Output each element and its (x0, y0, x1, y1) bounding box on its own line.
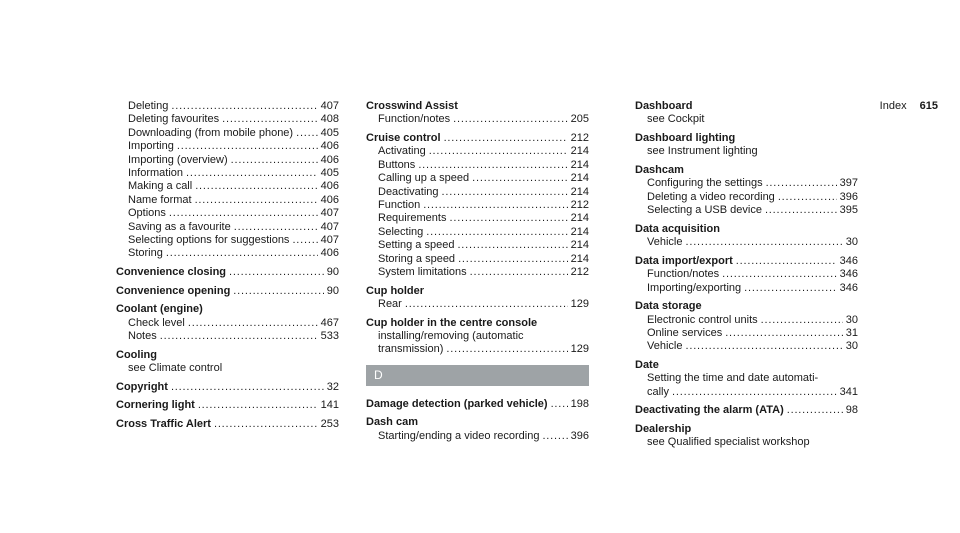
subentry-text: Setting the time and date automati- (647, 372, 819, 385)
index-subentry (635, 436, 858, 449)
leader-dots (429, 145, 568, 158)
index-heading (635, 164, 858, 177)
leader-dots (234, 221, 318, 234)
page-ref: 214 (570, 185, 589, 198)
subentry-text: Vehicle (647, 236, 683, 249)
index-subentry (366, 239, 589, 252)
index-heading-text: Dashboard (635, 100, 693, 112)
index-heading (116, 349, 339, 362)
subentry-text: see Instrument lighting (647, 145, 758, 158)
leader-dots (551, 398, 568, 411)
leader-dots (449, 212, 567, 225)
index-subentry (116, 362, 339, 375)
leader-dots (470, 266, 568, 279)
index-subentry (116, 330, 339, 343)
index-subentry (366, 145, 589, 158)
index-heading-text: Data storage (635, 300, 702, 313)
page-ref: 212 (570, 266, 589, 279)
page-ref: 198 (570, 397, 589, 410)
index-heading (366, 416, 589, 429)
index-heading (635, 132, 858, 145)
subentry-text: Calling up a speed (378, 172, 470, 185)
index-heading-text: Crosswind Assist (366, 100, 458, 112)
index-entry (116, 381, 339, 394)
subentry-text: Storing (128, 247, 163, 260)
index-subentry (635, 314, 858, 327)
index-subentry (366, 266, 589, 279)
index-heading-text: Data acquisition (635, 222, 720, 235)
index-subentry (366, 172, 589, 185)
page-ref: 98 (845, 404, 858, 417)
index-heading-text: Data import/export (635, 254, 733, 267)
index-entry (635, 223, 858, 250)
index-heading (366, 285, 589, 298)
index-subentry (116, 100, 339, 113)
page-ref: 214 (570, 172, 589, 185)
leader-dots (222, 113, 318, 126)
leader-dots (685, 236, 842, 249)
leader-dots (186, 167, 318, 180)
index-subentry (366, 343, 589, 356)
page-ref: 533 (320, 330, 339, 343)
page-ref: 408 (320, 113, 339, 126)
leader-dots (458, 253, 568, 266)
index-subentry (116, 154, 339, 167)
leader-dots (292, 234, 317, 247)
index-heading-text: Copyright (116, 380, 168, 393)
leader-dots (453, 113, 567, 126)
index-subentry (116, 140, 339, 153)
index-entry (366, 416, 589, 443)
index-heading-text: Cruise control (366, 132, 441, 144)
index-subentry (635, 282, 858, 295)
index-entry (635, 359, 858, 399)
page-ref: 406 (320, 193, 339, 206)
index-subentry (366, 330, 589, 343)
index-heading (116, 381, 339, 394)
index-subentry (366, 159, 589, 172)
index-subentry (635, 204, 858, 217)
index-heading-text: Cornering light (116, 399, 195, 412)
page-ref: 346 (839, 281, 858, 294)
index-subentry (635, 386, 858, 399)
index-heading-text: Date (635, 359, 659, 372)
index-subentry (366, 212, 589, 225)
leader-dots (778, 191, 837, 204)
leader-dots (685, 340, 842, 353)
subentry-text: Making a call (128, 180, 193, 193)
leader-dots (457, 239, 567, 252)
leader-dots (722, 268, 836, 281)
index-heading (635, 359, 858, 372)
page-ref: 346 (839, 268, 858, 281)
leader-dots (744, 282, 836, 295)
subentry-text: Function/notes (378, 113, 451, 126)
index-heading (366, 100, 589, 113)
index-heading-text: Convenience closing (116, 266, 227, 279)
index-subentry (116, 221, 339, 234)
index-entry (116, 266, 339, 279)
index-column-2 (366, 100, 589, 448)
page-ref: 405 (320, 167, 339, 180)
index-entry (635, 255, 858, 295)
subentry-text: Downloading (from mobile phone) (128, 126, 294, 139)
page-ref: 214 (570, 212, 589, 225)
subentry-text: Options (128, 207, 166, 220)
subentry-text: Requirements (378, 212, 447, 225)
subentry-text: Starting/ending a video recording (378, 429, 540, 442)
index-heading (635, 300, 858, 313)
index-heading (116, 399, 339, 412)
index-subentry (116, 113, 339, 126)
subentry-text: Vehicle (647, 340, 683, 353)
index-entry (116, 285, 339, 298)
page-ref: 31 (845, 327, 858, 340)
index-heading (116, 285, 339, 298)
index-heading (366, 132, 589, 145)
subentry-text: Selecting a USB device (647, 204, 762, 217)
page-ref: 407 (320, 207, 339, 220)
index-heading-text: Cross Traffic Alert (116, 417, 211, 430)
page-ref: 141 (320, 399, 339, 412)
index-subentry (116, 247, 339, 260)
page-ref: 406 (320, 180, 339, 193)
page-ref: 214 (570, 145, 589, 158)
subentry-text: Check level (128, 316, 185, 329)
index-subentry (366, 226, 589, 239)
index-heading-text: Deactivating the alarm (ATA) (635, 404, 784, 417)
leader-dots (472, 172, 568, 185)
index-heading (635, 423, 858, 436)
page-ref: 212 (570, 199, 589, 212)
page-ref: 30 (845, 236, 858, 249)
page-ref: 406 (320, 153, 339, 166)
index-subentry (116, 180, 339, 193)
subentry-text: Rear (378, 298, 402, 311)
index-subentry (366, 298, 589, 311)
leader-dots (426, 226, 567, 239)
index-subentry (116, 127, 339, 140)
leader-dots (405, 298, 568, 311)
index-subentry (366, 113, 589, 126)
index-heading (635, 255, 858, 268)
leader-dots (171, 100, 317, 113)
index-heading (366, 317, 589, 330)
index-subentry (116, 167, 339, 180)
leader-dots (171, 381, 324, 394)
subentry-text: Deleting (128, 100, 169, 112)
index-subentry (635, 372, 858, 385)
leader-dots (177, 140, 318, 153)
page-ref: 129 (570, 298, 589, 311)
leader-dots (296, 127, 318, 140)
section-letter: D (366, 365, 589, 386)
leader-dots (198, 399, 318, 412)
leader-dots (188, 317, 318, 330)
index-entry (366, 100, 589, 127)
index-entry (116, 399, 339, 412)
page-ref: 214 (570, 225, 589, 238)
index-subentry (635, 113, 858, 126)
page-ref: 30 (845, 313, 858, 326)
page-ref: 214 (570, 239, 589, 252)
leader-dots (195, 180, 317, 193)
leader-dots (446, 343, 567, 356)
index-entry (635, 404, 858, 417)
index-entry (635, 300, 858, 354)
index-entry (635, 423, 858, 450)
index-entry (366, 317, 589, 357)
leader-dots (229, 266, 324, 279)
page-ref: 205 (570, 113, 589, 126)
subentry-text: Importing/exporting (647, 281, 742, 294)
index-heading (116, 266, 339, 279)
leader-dots (736, 255, 837, 268)
leader-dots (166, 247, 318, 260)
leader-dots (418, 159, 567, 172)
index-entry (635, 164, 858, 218)
index-subentry (116, 194, 339, 207)
page-ref: 407 (320, 234, 339, 247)
index-column-3 (635, 100, 858, 455)
index-subentry (116, 317, 339, 330)
index-heading (635, 100, 858, 113)
leader-dots (169, 207, 318, 220)
subentry-text: Saving as a favourite (128, 220, 231, 233)
subentry-text: see Climate control (128, 362, 223, 375)
page-ref: 406 (320, 140, 339, 153)
page-ref: 129 (570, 343, 589, 356)
subentry-text: Online services (647, 327, 723, 340)
page-ref: 212 (570, 132, 589, 144)
index-column-1 (116, 100, 339, 436)
leader-dots (672, 386, 837, 399)
subentry-text: Function/notes (647, 268, 720, 281)
header-label: Index (879, 100, 907, 112)
index-subentry (635, 327, 858, 340)
index-entry (366, 285, 589, 312)
index-subentry (366, 186, 589, 199)
page-ref: 467 (320, 316, 339, 329)
page-ref: 405 (320, 126, 339, 139)
subentry-text: see Cockpit (647, 113, 705, 126)
leader-dots (423, 199, 567, 212)
index-heading-text: Damage detection (parked vehicle) (366, 397, 548, 410)
leader-dots (765, 204, 837, 217)
subentry-text: Storing a speed (378, 252, 456, 265)
page-ref: 90 (326, 284, 339, 297)
index-heading-text: Dash cam (366, 416, 418, 429)
index-heading-text: Dashboard lighting (635, 132, 736, 144)
leader-dots (787, 404, 843, 417)
leader-dots (725, 327, 843, 340)
index-subentry (366, 253, 589, 266)
index-heading-text: Convenience opening (116, 284, 231, 297)
subentry-text: Deactivating (378, 185, 439, 198)
leader-dots (444, 132, 568, 145)
leader-dots (761, 314, 843, 327)
index-subentry (635, 236, 858, 249)
page-ref: 396 (839, 190, 858, 203)
leader-dots (160, 330, 318, 343)
leader-dots (766, 177, 837, 190)
page-ref: 407 (320, 100, 339, 112)
index-entry (366, 398, 589, 411)
leader-dots (542, 430, 567, 443)
leader-dots (195, 194, 318, 207)
subentry-text: Selecting options for suggestions (128, 234, 290, 247)
index-entry (116, 349, 339, 376)
subentry-text: System limitations (378, 266, 467, 279)
page-ref: 395 (839, 204, 858, 217)
page-ref: 214 (570, 158, 589, 171)
subentry-text: Configuring the settings (647, 177, 763, 190)
index-subentry (116, 207, 339, 220)
index-heading (116, 303, 339, 316)
subentry-text: Name format (128, 193, 192, 206)
index-subentry (635, 191, 858, 204)
index-heading-text: Cooling (116, 348, 157, 361)
page-ref: 407 (320, 220, 339, 233)
leader-dots (231, 154, 318, 167)
subentry-text: Information (128, 167, 184, 180)
index-heading (635, 223, 858, 236)
subentry-text: Buttons (378, 158, 416, 171)
subentry-text: Deleting favourites (128, 113, 220, 126)
subentry-text: Importing (overview) (128, 153, 228, 166)
leader-dots (233, 285, 323, 298)
subentry-text: Function (378, 199, 421, 212)
index-entry (116, 418, 339, 431)
index-subentry (635, 145, 858, 158)
index-subentry (116, 234, 339, 247)
page-ref: 346 (839, 254, 858, 267)
subentry-text: Electronic control units (647, 313, 758, 326)
subentry-text: Deleting a video recording (647, 190, 775, 203)
page-ref: 406 (320, 247, 339, 260)
page-ref: 253 (320, 417, 339, 430)
page-ref: 90 (326, 266, 339, 279)
subentry-text: Importing (128, 140, 174, 153)
page-ref: 341 (839, 385, 858, 398)
leader-dots (442, 186, 568, 199)
subentry-text: see Qualified specialist workshop (647, 436, 810, 449)
index-heading (116, 418, 339, 431)
index-subentry (366, 430, 589, 443)
index-heading-text: Dashcam (635, 164, 684, 176)
index-entry (116, 303, 339, 343)
index-heading (635, 404, 858, 417)
subentry-text: cally (647, 385, 670, 398)
index-entry (635, 100, 858, 127)
page-ref: 396 (570, 429, 589, 442)
page-ref: 32 (326, 380, 339, 393)
index-subentry (366, 199, 589, 212)
subentry-text: Setting a speed (378, 239, 455, 252)
subentry-text: Activating (378, 145, 426, 158)
index-heading (366, 398, 589, 411)
index-subentry (635, 268, 858, 281)
index-subentry (635, 177, 858, 190)
subentry-text: installing/removing (automatic (378, 330, 524, 343)
subentry-text: transmission) (378, 343, 444, 356)
page-number: 615 (919, 100, 938, 112)
page-ref: 214 (570, 252, 589, 265)
index-entry (366, 132, 589, 279)
index-entry (116, 100, 339, 261)
index-heading-text: Cup holder (366, 284, 425, 297)
index-entry (635, 132, 858, 159)
index-heading-text: Coolant (engine) (116, 303, 203, 316)
index-subentry (635, 340, 858, 353)
subentry-text: Notes (128, 330, 157, 343)
page-header (880, 100, 938, 112)
subentry-text: Selecting (378, 225, 424, 238)
page-ref: 397 (839, 177, 858, 190)
leader-dots (214, 418, 318, 431)
index-heading-text: Cup holder in the centre console (366, 316, 538, 329)
index-heading-text: Dealership (635, 423, 692, 436)
page-ref: 30 (845, 340, 858, 353)
